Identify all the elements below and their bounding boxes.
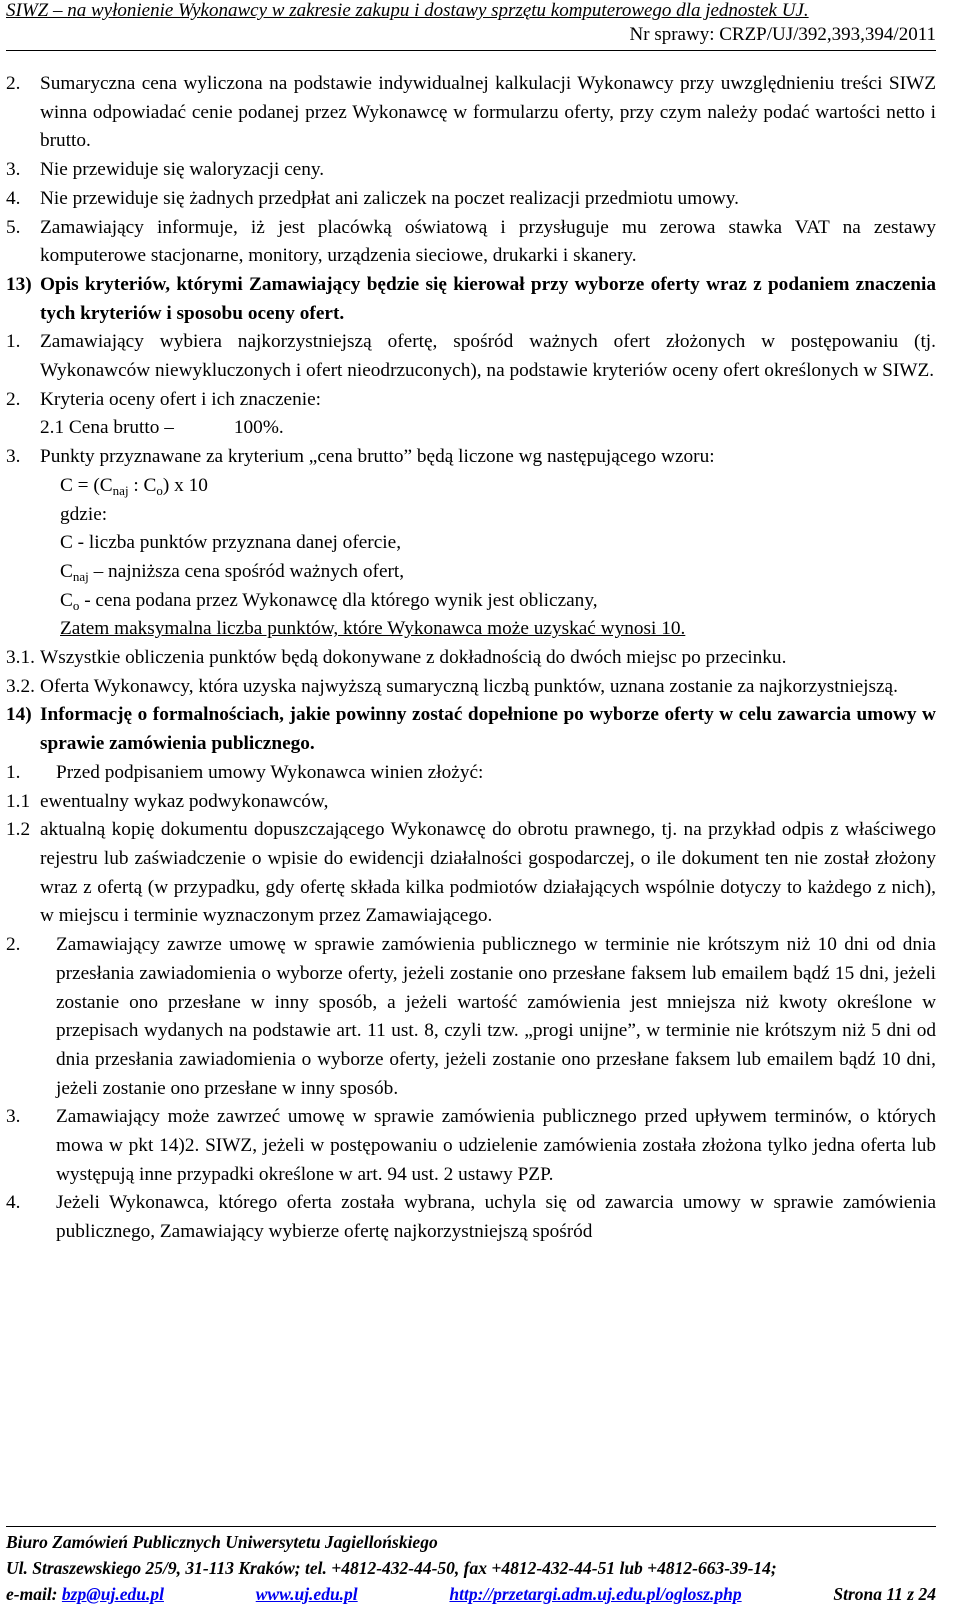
item-number: 1. — [6, 331, 21, 353]
email-label: e-mail: — [6, 1584, 58, 1604]
item-text: Nie przewiduje się waloryzacji ceny. — [40, 159, 325, 181]
list-item — [6, 816, 936, 931]
list-item — [6, 759, 936, 788]
section-title: Opis kryteriów, którymi Zamawiający będzie się kierował przy wyborze oferty wraz z podaniem znaczenia tych kryteriów i sposobu oceny ofert. — [40, 273, 936, 324]
footer-divider — [6, 1526, 936, 1527]
item-text: Zamawiający zawrze umowę w sprawie zamówienia publicznego w terminie nie krótszym niż 10 dni od dnia przesłania zawiadomienia o wyborze oferty, jeżeli zostanie ono przesłane faksem lub emailem bądź 15 dni, jeżeli zostanie ono przesłane w inny sposób, a jeżeli wartość zamówienia jest mniejsza niż kwoty określone w przepisach wydanych na podstawie art. 11 ust. 8, czyli tzw. „progi unijne”, w terminie nie krótszym niż 5 dni od dnia przesłania zawiadomienia o wyborze oferty, jeżeli zostanie ono przesłane faksem lub emailem bądź 10 dni, jeżeli zostanie ono przesłane w inny sposób. — [56, 934, 936, 1099]
item-number: 3. — [6, 159, 21, 181]
item-number: 2. — [6, 934, 21, 956]
item-text: Zamawiający wybiera najkorzystniejszą ofertę, spośród ważnych ofert złożonych w postępowaniu (tj. Wykonawców niewykluczonych i ofert nieodrzuconych), na podstawie kryteriów oceny ofert określonych w SIWZ. — [40, 331, 936, 382]
website-link[interactable]: www.uj.edu.pl — [255, 1584, 358, 1604]
item-number: 2. — [6, 73, 21, 94]
list-item — [6, 673, 936, 702]
section-heading-13 — [6, 271, 936, 328]
section-number: 14) — [6, 704, 32, 726]
section-title: Informację o formalnościach, jakie powinny zostać dopełnione po wyborze oferty w celu zawarcia umowy w sprawie zamówienia publicznego. — [40, 704, 936, 755]
item-text: ewentualny wykaz podwykonawców, — [40, 790, 329, 812]
item-text: Zamawiający informuje, iż jest placówką oświatową i przysługuje mu zerowa stawka VAT na zestawy komputerowe stacjonarne, monitory, urządzenia sieciowe, drukarki i skanery. — [40, 216, 936, 267]
tender-link[interactable]: http://przetargi.adm.uj.edu.pl/oglosz.php — [449, 1584, 742, 1604]
formula-where: gdzie: — [60, 503, 108, 525]
list-item — [6, 156, 936, 185]
list-item — [6, 1103, 936, 1189]
list-item — [6, 788, 936, 817]
item-number: 3. — [6, 446, 21, 468]
email-link[interactable]: bzp@uj.edu.pl — [61, 1584, 164, 1604]
criterion-price — [6, 414, 936, 443]
item-text: Nie przewiduje się żadnych przedpłat ani zaliczek na poczet realizacji przedmiotu umowy. — [40, 187, 739, 209]
list-item — [6, 386, 936, 415]
list-item — [6, 443, 936, 472]
list-item — [6, 931, 936, 1103]
item-text: Zamawiający może zawrzeć umowę w sprawie zamówienia publicznego przed upływem terminów, o których mowa w pkt 14)2. SIWZ, jeżeli w postępowaniu o udzielenie zamówienia została złożona tylko jedna oferta lub występują inne przypadki określone w art. 94 ust. 2 ustawy PZP. — [56, 1106, 936, 1185]
criterion-label: 2.1 Cena brutto – — [40, 417, 174, 439]
section-number: 13) — [6, 273, 32, 295]
item-number: 2. — [6, 388, 21, 410]
item-number: 1. — [6, 761, 21, 783]
list-item — [6, 70, 936, 156]
header-title: SIWZ – na wyłonienie Wykonawcy w zakresie zakupu i dostawy sprzętu komputerowego dla jednostek UJ. — [6, 0, 809, 21]
item-number: 4. — [6, 1192, 21, 1214]
formula-definition: $C_{naj}$ – najniższa cena spośród ważnych ofert, — [60, 560, 405, 584]
item-text: Przed podpisaniem umowy Wykonawca winien złożyć: — [56, 761, 484, 783]
list-item — [6, 185, 936, 214]
footer-address: Ul. Straszewskiego 25/9, 31-113 Kraków; tel. +4812-432-44-50, fax +4812-432-44-51 lub +4812-663-39-14; — [6, 1558, 777, 1578]
list-item — [6, 328, 936, 385]
item-number: 4. — [6, 187, 21, 209]
item-text: Punkty przyznawane za kryterium „cena brutto” będą liczone wg następującego wzoru: — [40, 446, 715, 468]
footer-links — [6, 1582, 936, 1606]
item-number: 3.1. — [6, 647, 35, 669]
formula-definition: $C_o$ - cena podana przez Wykonawcę dla którego wynik jest obliczany, — [60, 589, 598, 613]
criterion-weight: 100%. — [233, 417, 284, 439]
item-text: Sumaryczna cena wyliczona na podstawie indywidualnej kalkulacji Wykonawcy przy uwzględnieniu treści SIWZ winna odpowiadać cenie podanej przez Wykonawcę w formularzu oferty, przy czym należy podać wartości netto i brutto. — [40, 73, 936, 152]
item-text: Oferta Wykonawcy, która uzyska najwyższą sumaryczną liczbą punktów, uznana zostanie za najkorzystniejszą. — [40, 675, 898, 697]
page-number: Strona 11 z 24 — [833, 1584, 936, 1604]
header-divider — [6, 50, 936, 51]
formula: $C = (C_{naj}$ : $C_o$) x 10 — [60, 474, 208, 498]
item-text: Wszystkie obliczenia punktów będą dokonywane z dokładnością do dwóch miejsc po przecinku. — [40, 647, 787, 669]
list-item — [6, 644, 936, 673]
formula-definition: C - liczba punktów przyznana danej ofercie, — [60, 532, 402, 554]
max-points-note: Zatem maksymalna liczba punktów, które Wykonawca może uzyskać wynosi 10. — [60, 618, 686, 640]
item-text: Jeżeli Wykonawca, którego oferta została wybrana, uchyla się od zawarcia umowy w sprawie zamówienia publicznego, Zamawiający wybierze ofertę najkorzystniejszą spośród — [56, 1192, 936, 1243]
item-text: aktualną kopię dokumentu dopuszczającego Wykonawcę do obrotu prawnego, tj. na przykład odpis z właściwego rejestru lub zaświadczenie o wpisie do ewidencji działalności gospodarczej, o ile dokument ten nie został złożony wraz z ofertą (w przypadku, gdy ofertę składa kilka podmiotów działających wspólnie dotyczy to każdego z nich), w miejscu i terminie wyznaczonym przez Zamawiającego. — [40, 819, 936, 927]
list-item — [6, 214, 936, 271]
footer-office: Biuro Zamówień Publicznych Uniwersytetu Jagiellońskiego — [6, 1532, 438, 1552]
section-heading-14 — [6, 701, 936, 758]
item-number: 3. — [6, 1106, 21, 1128]
item-number: 1.2 — [6, 819, 31, 841]
item-number: 5. — [6, 216, 21, 238]
item-text: Kryteria oceny ofert i ich znaczenie: — [40, 388, 322, 410]
item-number: 1.1 — [6, 790, 31, 812]
item-number: 3.2. — [6, 675, 35, 697]
document-body — [6, 70, 936, 1247]
list-item — [6, 1189, 936, 1246]
case-number: Nr sprawy: CRZP/UJ/392,393,394/2011 — [629, 24, 936, 45]
